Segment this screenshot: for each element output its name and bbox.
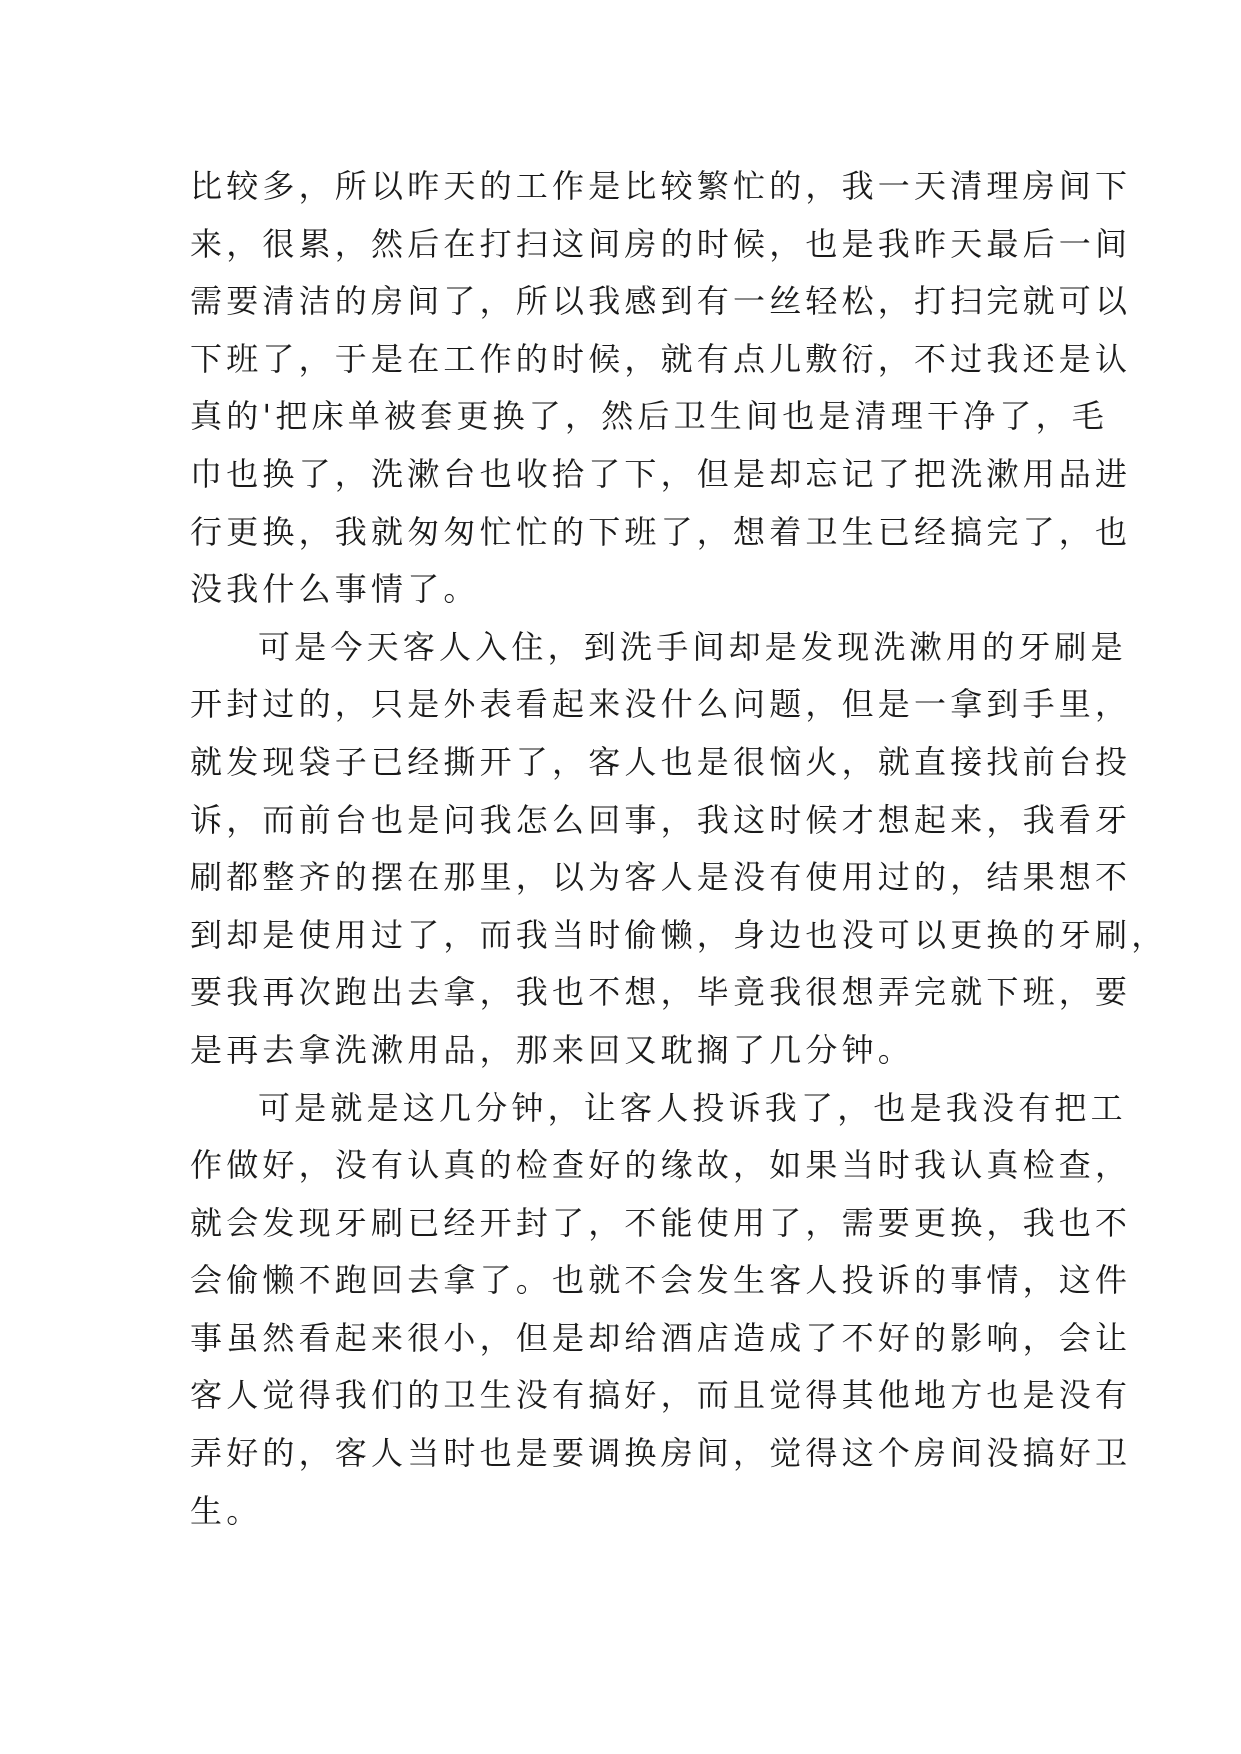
paragraph-line: 作做好，没有认真的检查好的缘故，如果当时我认真检查， — [190, 1146, 1132, 1185]
paragraph-line: 刷都整齐的摆在那里，以为客人是没有使用过的，结果想不 — [190, 858, 1132, 897]
paragraph-line: 开封过的，只是外表看起来没什么问题，但是一拿到手里， — [190, 685, 1132, 724]
paragraph-line: 真的'把床单被套更换了，然后卫生间也是清理干净了，毛 — [190, 397, 1108, 436]
paragraph-line: 会偷懒不跑回去拿了。也就不会发生客人投诉的事情，这件 — [190, 1261, 1132, 1300]
paragraph-3 — [190, 1080, 1132, 1541]
paragraph-line: 是再去拿洗漱用品，那来回又耽搁了几分钟。 — [190, 1030, 915, 1069]
paragraph-line: 可是今天客人入住，到洗手间却是发现洗漱用的牙刷是 — [258, 627, 1127, 666]
paragraph-line: 比较多，所以昨天的工作是比较繁忙的，我一天清理房间下 — [190, 167, 1132, 205]
paragraph-line: 事虽然看起来很小，但是却给酒店造成了不好的影响，会让 — [190, 1318, 1132, 1357]
paragraph-line: 要我再次跑出去拿，我也不想，毕竟我很想弄完就下班，要 — [190, 973, 1132, 1012]
paragraph-line: 来，很累，然后在打扫这间房的时候，也是我昨天最后一间 — [190, 224, 1132, 263]
paragraph-line: 就会发现牙刷已经开封了，不能使用了，需要更换，我也不 — [190, 1203, 1132, 1242]
paragraph-1 — [190, 158, 1132, 619]
document-body — [190, 158, 1168, 1540]
paragraph-line: 巾也换了，洗漱台也收拾了下，但是却忘记了把洗漱用品进 — [190, 454, 1132, 493]
paragraph-line: 没我什么事情了。 — [190, 570, 480, 609]
paragraph-line: 就发现袋子已经撕开了，客人也是很恼火，就直接找前台投 — [190, 742, 1132, 781]
paragraph-line: 可是就是这几分钟，让客人投诉我了，也是我没有把工 — [258, 1088, 1127, 1127]
paragraph-line: 需要清洁的房间了，所以我感到有一丝轻松，打扫完就可以 — [190, 282, 1132, 321]
paragraph-line: 弄好的，客人当时也是要调换房间，觉得这个房间没搞好卫 — [190, 1434, 1132, 1473]
paragraph-line: 下班了，于是在工作的时候，就有点儿敷衍，不过我还是认 — [190, 339, 1132, 378]
paragraph-line: 客人觉得我们的卫生没有搞好，而且觉得其他地方也是没有 — [190, 1376, 1132, 1415]
paragraph-line: 行更换，我就匆匆忙忙的下班了，想着卫生已经搞完了，也 — [190, 512, 1132, 551]
paragraph-line: 生。 — [190, 1491, 263, 1530]
paragraph-line: 到却是使用过了，而我当时偷懒，身边也没可以更换的牙刷， — [190, 915, 1168, 954]
paragraph-line: 诉，而前台也是问我怎么回事，我这时候才想起来，我看牙 — [190, 800, 1132, 839]
paragraph-2 — [190, 619, 1168, 1080]
